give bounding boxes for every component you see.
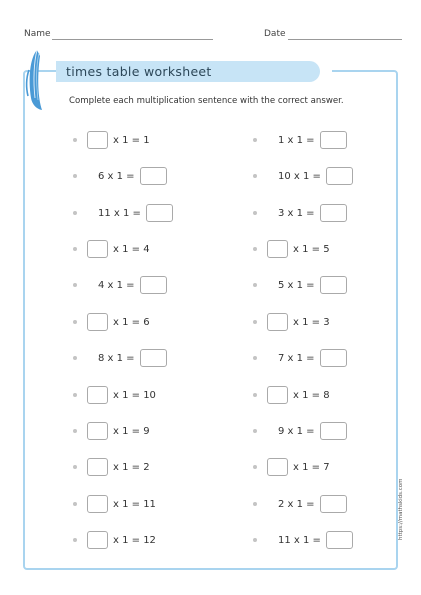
equation-text: 1 x 1 = [278,134,315,146]
bullet-icon [253,502,257,506]
bullet-icon [73,320,77,324]
answer-box[interactable] [87,240,108,258]
bullet-icon [73,174,77,178]
answer-box[interactable] [87,422,108,440]
equation-text: 5 x 1 = [278,279,315,291]
problem-row [253,457,330,477]
answer-box[interactable] [140,167,167,185]
equation-text: x 1 = 8 [293,389,330,401]
answer-box[interactable] [146,204,173,222]
answer-box[interactable] [267,313,288,331]
bullet-icon [73,356,77,360]
answer-box[interactable] [140,276,167,294]
bullet-icon [73,465,77,469]
bullet-icon [253,138,257,142]
title-bar [56,61,320,82]
equation-text: 8 x 1 = [98,352,135,364]
name-line[interactable] [52,39,213,40]
equation-text: x 1 = 11 [113,498,156,510]
equation-text: 4 x 1 = [98,279,135,291]
bullet-icon [73,247,77,251]
equation-text: 7 x 1 = [278,352,315,364]
answer-box[interactable] [87,458,108,476]
date-line[interactable] [288,39,402,40]
answer-box[interactable] [320,131,347,149]
problem-row [73,457,150,477]
bullet-icon [253,247,257,251]
problem-row [73,239,150,259]
problem-row [253,312,330,332]
answer-box[interactable] [326,167,353,185]
equation-text: x 1 = 9 [113,425,150,437]
problem-row [253,385,330,405]
bullet-icon [253,211,257,215]
equation-text: 11 x 1 = [98,207,141,219]
problem-row [253,348,347,368]
problem-row [253,275,347,295]
bullet-icon [253,538,257,542]
bullet-icon [253,283,257,287]
bullet-icon [73,211,77,215]
bullet-icon [253,429,257,433]
answer-box[interactable] [320,276,347,294]
problem-row [253,166,353,186]
answer-box[interactable] [87,386,108,404]
bullet-icon [73,502,77,506]
equation-text: 6 x 1 = [98,170,135,182]
problem-row [73,348,167,368]
problem-row [253,130,347,150]
equation-text: x 1 = 3 [293,316,330,328]
answer-box[interactable] [320,422,347,440]
answer-box[interactable] [320,349,347,367]
equation-text: x 1 = 5 [293,243,330,255]
equation-text: 3 x 1 = [278,207,315,219]
answer-box[interactable] [140,349,167,367]
equation-text: 2 x 1 = [278,498,315,510]
answer-box[interactable] [267,240,288,258]
answer-box[interactable] [320,495,347,513]
name-label: Name [24,29,51,39]
problem-row [73,494,156,514]
problem-row [73,203,173,223]
problem-row [73,312,150,332]
equation-text: 10 x 1 = [278,170,321,182]
answer-box[interactable] [267,386,288,404]
problem-row [73,385,156,405]
ribbon-icon [24,48,48,112]
answer-box[interactable] [267,458,288,476]
worksheet-title: times table worksheet [66,64,212,79]
date-label: Date [264,29,286,39]
footer-url: https://mathskids.com [398,478,404,540]
problem-row [253,421,347,441]
bullet-icon [253,356,257,360]
instruction-text: Complete each multiplication sentence with the correct answer. [69,96,344,106]
frame-gap [318,67,332,75]
bullet-icon [73,138,77,142]
bullet-icon [253,465,257,469]
problem-row [73,530,156,550]
answer-box[interactable] [87,131,108,149]
equation-text: x 1 = 1 [113,134,150,146]
answer-box[interactable] [320,204,347,222]
equation-text: x 1 = 10 [113,389,156,401]
problem-row [73,421,150,441]
problem-row [73,130,150,150]
bullet-icon [253,393,257,397]
problem-row [253,203,347,223]
equation-text: x 1 = 2 [113,461,150,473]
equation-text: x 1 = 7 [293,461,330,473]
answer-box[interactable] [87,495,108,513]
equation-text: x 1 = 6 [113,316,150,328]
bullet-icon [253,174,257,178]
answer-box[interactable] [87,313,108,331]
answer-box[interactable] [326,531,353,549]
equation-text: 11 x 1 = [278,534,321,546]
bullet-icon [73,393,77,397]
bullet-icon [253,320,257,324]
equation-text: x 1 = 12 [113,534,156,546]
equation-text: 9 x 1 = [278,425,315,437]
equation-text: x 1 = 4 [113,243,150,255]
problem-row [253,530,353,550]
bullet-icon [73,538,77,542]
answer-box[interactable] [87,531,108,549]
problem-row [253,239,330,259]
problem-row [73,275,167,295]
problem-row [73,166,167,186]
bullet-icon [73,283,77,287]
bullet-icon [73,429,77,433]
problem-row [253,494,347,514]
